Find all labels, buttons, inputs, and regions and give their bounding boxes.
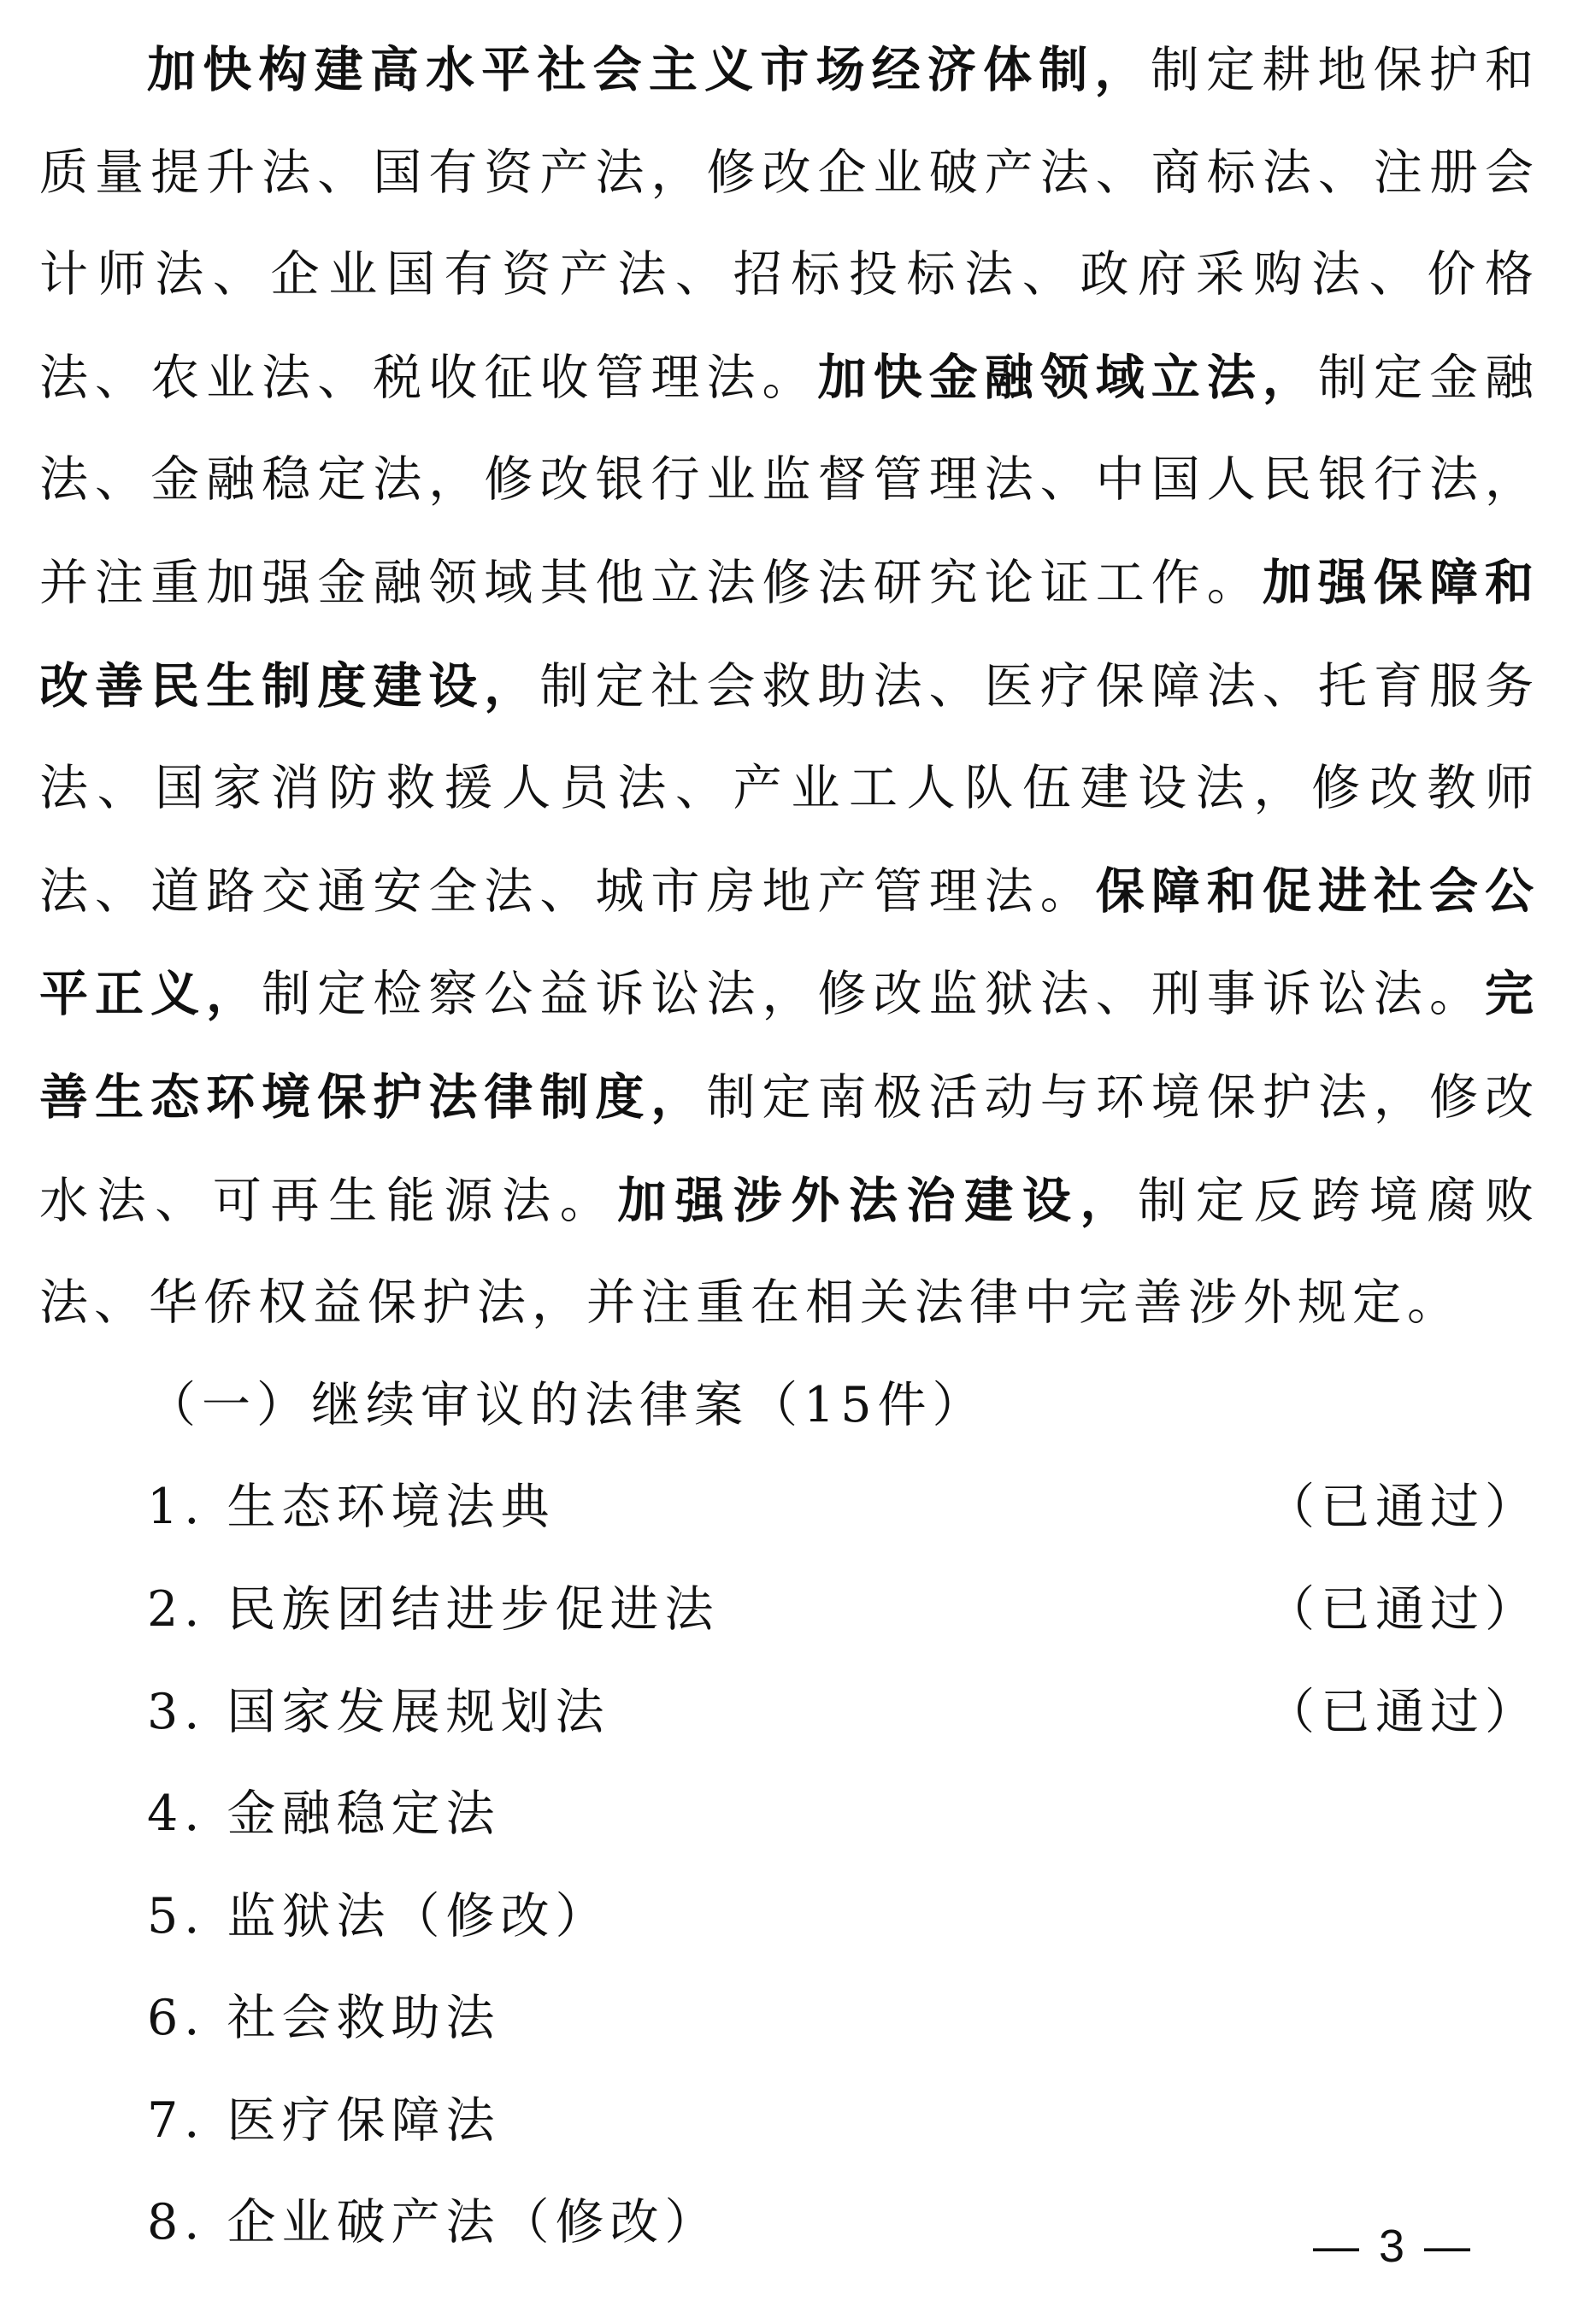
list-item (39, 1559, 1540, 1662)
law-item-label: 6. 社会救助法 (147, 1990, 501, 2047)
law-item-label: 1. 生态环境法典 (147, 1479, 556, 1536)
law-item-label: 3. 国家发展规划法 (147, 1683, 610, 1740)
law-item-label: 8. 企业破产法（修改） (147, 2194, 720, 2251)
text-foreign-affairs-laws: 制定反跨境腐败法、华侨权益保护法，并注重在相关法律中完善涉外规定。 (39, 1172, 1540, 1332)
text-finance-laws: 制定金融法、金融稳定法，修改银行业监督管理法、中国人民银行法，并注重加强金融领域其他立法修法研究论证工作。 (39, 349, 1540, 611)
bold-phrase-ecology: 完善生态环境保护法律制度， (39, 965, 1540, 1126)
body-paragraph (39, 19, 1540, 1355)
law-item-status: （已通过） (1266, 1683, 1540, 1740)
list-item (39, 1866, 1540, 1968)
law-item-status: （已通过） (1266, 1479, 1540, 1536)
text-justice-laws: 制定检察公益诉讼法，修改监狱法、刑事诉讼法。 (262, 966, 1486, 1023)
list-item (39, 1763, 1540, 1866)
list-item (39, 1968, 1540, 2070)
document-page (39, 19, 1540, 2274)
list-item (39, 2070, 1540, 2173)
text-livelihood-laws: 制定社会救助法、医疗保障法、托育服务法、国家消防救援人员法、产业工人队伍建设法，修改教师法、道路交通安全法、城市房地产管理法。 (39, 657, 1540, 920)
bold-phrase-justice: 保障和促进社会公平正义， (39, 862, 1540, 1023)
list-item (39, 1456, 1540, 1559)
law-item-label: 2. 民族团结进步促进法 (147, 1580, 720, 1638)
law-item-label: 7. 医疗保障法 (147, 2092, 501, 2149)
bold-phrase-foreign-affairs: 加强涉外法治建设， (617, 1171, 1139, 1229)
law-item-label: 5. 监狱法（修改） (147, 1887, 610, 1945)
bold-phrase-livelihood: 加强保障和改善民生制度建设， (39, 553, 1540, 715)
list-item (39, 1662, 1540, 1764)
law-list (39, 1456, 1540, 2274)
bold-phrase-finance: 加快金融领域立法， (817, 348, 1318, 406)
law-item-status: （已通过） (1266, 1580, 1540, 1638)
bold-phrase-market-economy: 加快构建高水平社会主义市场经济体制， (147, 41, 1151, 98)
text-market-economy-laws: 制定耕地保护和质量提升法、国有资产法，修改企业破产法、商标法、注册会计师法、企业国有资产法、招标投标法、政府采购法、价格法、农业法、税收征收管理法。 (39, 42, 1540, 406)
text-ecology-laws: 制定南极活动与环境保护法，修改水法、可再生能源法。 (39, 1068, 1540, 1229)
page-number: — 3 — (1312, 2221, 1475, 2272)
law-item-label: 4. 金融稳定法 (147, 1786, 501, 1843)
section-heading: （一）继续审议的法律案（15件） (147, 1376, 987, 1433)
